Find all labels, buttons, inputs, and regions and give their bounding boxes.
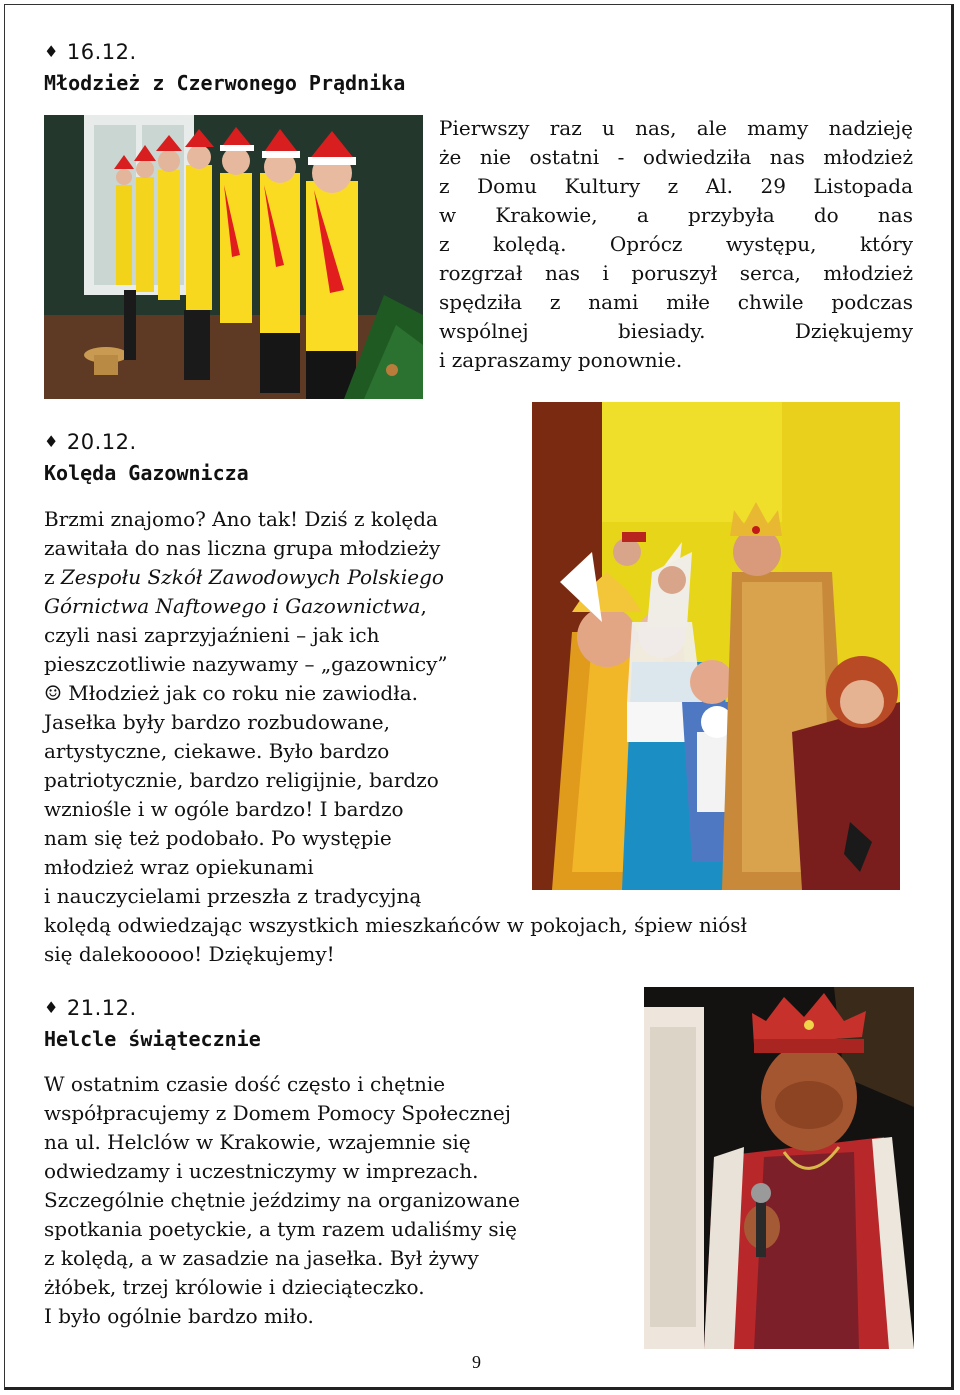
paragraph-line: że nie ostatni - odwiedziła nas młodzież: [439, 145, 913, 169]
paragraph-line: wspólnej biesiady. Dziękujemy: [439, 319, 913, 343]
paragraph-line: nam się też podobało. Po występie: [44, 826, 392, 850]
paragraph-line: w Krakowie, a przybyła do nas: [439, 203, 913, 227]
paragraph-line: z Domu Kultury z Al. 29 Listopada: [439, 174, 913, 198]
paragraph-line: zawitała do nas liczna grupa młodzieży: [44, 536, 441, 560]
section-2-date-line: [44, 430, 137, 454]
page-number: 9: [472, 1352, 481, 1372]
section-2-date: 20.12.: [66, 430, 137, 454]
section-3-date: 21.12.: [66, 996, 137, 1020]
paragraph-line: Jasełka były bardzo rozbudowane,: [44, 710, 390, 734]
text-span: Młodzież jak co roku nie zawiodła.: [61, 681, 418, 705]
smiley-icon: ☺: [44, 681, 62, 705]
diamond-bullet-icon: ♦: [44, 42, 59, 61]
paragraph-line: patriotycznie, bardzo religijnie, bardzo: [44, 768, 439, 792]
paragraph-line: z kolędą, a w zasadzie na jasełka. Był żywy: [44, 1246, 479, 1270]
paragraph-line: rozgrzał nas i poruszył serca, młodzież: [439, 261, 913, 285]
paragraph-line: [44, 563, 904, 592]
king-singer-photo: [644, 987, 914, 1349]
paragraph-line: współpracujemy z Domem Pomocy Społecznej: [44, 1101, 511, 1125]
paragraph-line: artystyczne, ciekawe. Było bardzo: [44, 739, 390, 763]
paragraph-line: [44, 592, 904, 621]
paragraph-line: i nauczycielami przeszła z tradycyjną: [44, 884, 422, 908]
paragraph-line: wzniośle i w ogóle bardzo! I bardzo: [44, 797, 404, 821]
section-1-title: Młodzież z Czerwonego Prądnika: [44, 71, 406, 95]
paragraph-line: [44, 679, 904, 708]
section-3-paragraph: [44, 1070, 624, 1331]
paragraph-line: W ostatnim czasie dość często i chętnie: [44, 1072, 446, 1096]
section-1-date-line: [44, 40, 137, 64]
section-1-date: 16.12.: [66, 40, 137, 64]
paragraph-line: się dalekooooo! Dziękujemy!: [44, 942, 335, 966]
section-1-paragraph: [439, 114, 913, 375]
section-3-date-line: [44, 996, 137, 1020]
carolers-photo: [44, 115, 423, 399]
paragraph-line: czyli nasi zaprzyjaźnieni – jak ich: [44, 623, 380, 647]
section-3-title: Helcle świątecznie: [44, 1027, 261, 1051]
paragraph-line: Szczególnie chętnie jeździmy na organizowane: [44, 1188, 520, 1212]
paragraph-line: i zapraszamy ponownie.: [439, 348, 683, 372]
diamond-bullet-icon: ♦: [44, 432, 59, 451]
school-name: Górnictwa Naftowego i Gazownictwa: [44, 594, 421, 618]
paragraph-line: z kolędą. Oprócz występu, który: [439, 232, 913, 256]
paragraph-line: spędziła z nami miłe chwile podczas: [439, 290, 913, 314]
paragraph-line: Brzmi znajomo? Ano tak! Dziś z kolęda: [44, 507, 438, 531]
school-name: Zespołu Szkół Zawodowych Polskiego: [60, 565, 444, 589]
paragraph-line: żłóbek, trzej królowie i dzieciąteczko.: [44, 1275, 425, 1299]
paragraph-line: I było ogólnie bardzo miło.: [44, 1304, 314, 1328]
paragraph-line: pieszczotliwie nazywamy – „gazownicy”: [44, 652, 448, 676]
text-span: z: [44, 565, 61, 589]
paragraph-line: odwiedzamy i uczestniczymy w imprezach.: [44, 1159, 479, 1183]
paragraph-line: spotkania poetyckie, a tym razem udaliśmy się: [44, 1217, 517, 1241]
diamond-bullet-icon: ♦: [44, 998, 59, 1017]
text-span: ,: [420, 594, 427, 618]
paragraph-line: kolędą odwiedzając wszystkich mieszkańców w pokojach, śpiew niósł: [44, 913, 747, 937]
section-2-title: Kolęda Gazownicza: [44, 461, 249, 485]
paragraph-line: młodzież wraz opiekunami: [44, 855, 314, 879]
paragraph-line: na ul. Helclów w Krakowie, wzajemnie się: [44, 1130, 471, 1154]
section-2-paragraph: [44, 505, 904, 969]
paragraph-line: Pierwszy raz u nas, ale mamy nadzieję: [439, 116, 913, 140]
